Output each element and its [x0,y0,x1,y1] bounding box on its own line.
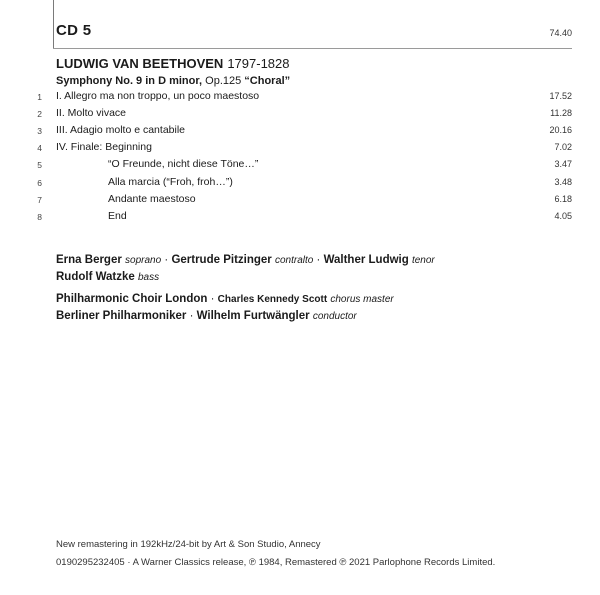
performer-name: Walther Ludwig [323,254,409,266]
performer-name: Rudolf Watzke [56,271,135,283]
orchestra-line [56,310,357,322]
track-duration: 3.47 [554,159,572,169]
track-number: 6 [37,178,42,188]
work-title-text: Symphony No. 9 in D minor, [56,75,203,87]
composer-heading [56,56,290,71]
track-row [0,176,600,192]
track-title: I. Allegro ma non troppo, un poco maestoso [56,90,260,102]
composer-dates: 1797-1828 [227,56,290,71]
track-row [0,210,600,226]
work-title [56,75,290,87]
cd-label: CD 5 [56,22,92,39]
performer-role: soprano [125,255,162,266]
track-duration: 4.05 [554,211,572,221]
track-number: 7 [37,195,42,205]
performer-role: contralto [274,255,314,266]
composer-name: LUDWIG VAN BEETHOVEN [56,56,224,71]
track-title: Andante maestoso [108,193,196,205]
track-number: 1 [37,92,42,102]
work-opus: Op.125 [205,75,242,87]
performer-role: tenor [411,255,435,266]
release-line: 0190295232405 · A Warner Classics release, ℗ 1984, Remastered ℗ 2021 Parlophone Records Limited. [56,557,496,568]
track-number: 4 [37,143,42,153]
performer-role: conductor [312,311,357,322]
separator-dot: · [189,310,194,322]
separator-dot: · [164,254,169,266]
track-number: 3 [37,126,42,136]
header-divider [53,48,572,49]
track-duration: 3.48 [554,177,572,187]
conductor-name: Wilhelm Furtwängler [196,310,310,322]
separator-dot: · [316,254,321,266]
choir-line [56,293,394,305]
cd-total-time: 74.40 [549,28,572,38]
header-vertical-rule [53,0,54,48]
performer-role: bass [138,272,160,283]
soloists-line-2 [56,271,159,283]
performer-name: Gertrude Pitzinger [171,254,272,266]
track-title: IV. Finale: Beginning [56,141,152,153]
track-title: II. Molto vivace [56,107,127,119]
track-duration: 11.28 [550,108,572,118]
track-row [0,90,600,106]
track-duration: 6.18 [554,194,572,204]
track-number: 2 [37,109,42,119]
work-nickname: “Choral” [244,75,291,87]
track-number: 5 [37,160,42,170]
performer-name: Erna Berger [56,254,122,266]
performer-role: chorus master [330,294,394,305]
track-number: 8 [37,212,42,222]
orchestra-name: Berliner Philharmoniker [56,310,187,322]
separator-dot: · [210,293,215,305]
track-title: Alla marcia (“Froh, froh…”) [108,176,233,188]
track-row [0,141,600,157]
track-row [0,158,600,174]
track-duration: 20.16 [549,125,572,135]
track-duration: 17.52 [549,91,572,101]
track-title: “O Freunde, nicht diese Töne…” [108,158,259,170]
soloists-line-1 [56,254,435,266]
track-title: End [108,210,127,222]
chorus-master-name: Charles Kennedy Scott [217,294,328,305]
track-row [0,107,600,123]
track-row [0,124,600,140]
remaster-note: New remastering in 192kHz/24-bit by Art & Son Studio, Annecy [56,539,321,550]
track-title: III. Adagio molto e cantabile [56,124,185,136]
choir-name: Philharmonic Choir London [56,293,208,305]
track-row [0,193,600,209]
track-duration: 7.02 [554,142,572,152]
